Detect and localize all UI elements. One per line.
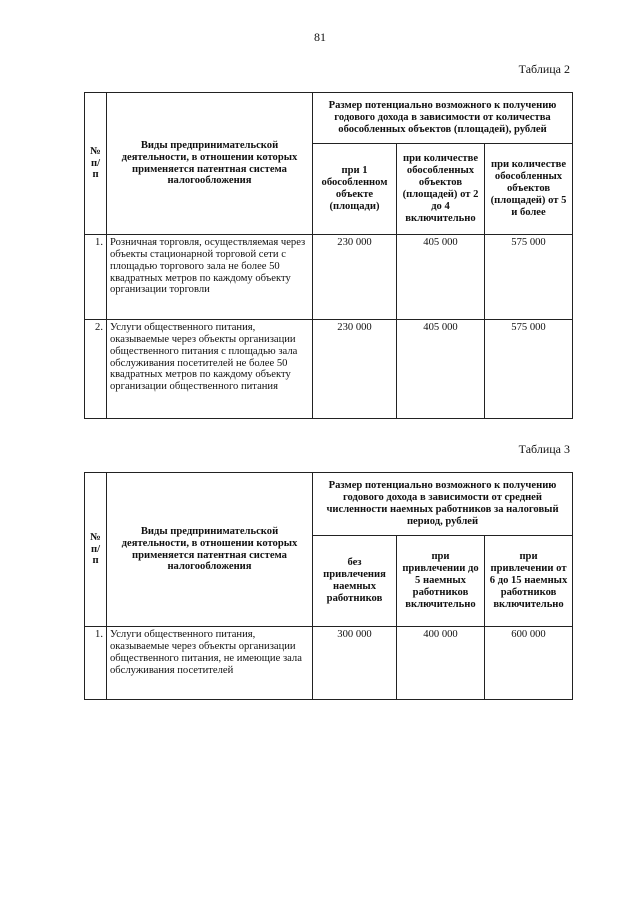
table3-col-group: Размер потенциально возможного к получению годового дохода в зависимости от средней численности наемных работников за налоговый период, рублей [313, 473, 573, 536]
row-value-1: 230 000 [313, 235, 397, 320]
row-value-1: 230 000 [313, 320, 397, 419]
row-value-3: 600 000 [485, 627, 573, 700]
table3-subcol-3: при привлечении от 6 до 15 наемных работников включительно [485, 536, 573, 627]
row-number: 1. [85, 235, 107, 320]
table3-subcol-2: при привлечении до 5 наемных работников включительно [397, 536, 485, 627]
row-kind: Услуги общественного питания, оказываемые через объекты организации общественного питания с площадью зала обслуживания посетителей не более 50 квадратных метров по каждому объекту организации общественного питания [107, 320, 313, 419]
table2-col-num: № п/п [85, 93, 107, 235]
row-kind: Розничная торговля, осуществляемая через объекты стационарной торговой сети с площадью торгового зала не более 50 квадратных метров по каждому объекту организации торговли [107, 235, 313, 320]
table3 [84, 472, 573, 700]
page-number: 81 [314, 30, 326, 44]
table2-header-row [85, 93, 573, 144]
table3-col-num: № п/п [85, 473, 107, 627]
table2-subcol-2: при количестве обособленных объектов (площадей) от 2 до 4 включительно [397, 144, 485, 235]
table3-caption: Таблица 3 [518, 442, 570, 456]
row-value-1: 300 000 [313, 627, 397, 700]
table2-subcol-3: при количестве обособленных объектов (площадей) от 5 и более [485, 144, 573, 235]
table3-subcol-1: без привлечения наемных работников [313, 536, 397, 627]
table2-caption: Таблица 2 [518, 62, 570, 76]
table-row [85, 235, 573, 320]
row-kind: Услуги общественного питания, оказываемые через объекты организации общественного питания, не имеющие зала обслуживания посетителей [107, 627, 313, 700]
row-value-3: 575 000 [485, 235, 573, 320]
table2-subcol-1: при 1 обособленном объекте (площади) [313, 144, 397, 235]
table2 [84, 92, 573, 419]
table2-col-kind: Виды предпринимательской деятельности, в отношении которых применяется патентная система налогообложения [107, 93, 313, 235]
row-value-2: 405 000 [397, 235, 485, 320]
row-value-2: 405 000 [397, 320, 485, 419]
table-row [85, 320, 573, 419]
table-row [85, 627, 573, 700]
row-value-3: 575 000 [485, 320, 573, 419]
row-number: 1. [85, 627, 107, 700]
row-value-2: 400 000 [397, 627, 485, 700]
table3-header-row [85, 473, 573, 536]
row-number: 2. [85, 320, 107, 419]
table3-col-kind: Виды предпринимательской деятельности, в отношении которых применяется патентная система налогообложения [107, 473, 313, 627]
table2-col-group: Размер потенциально возможного к получению годового дохода в зависимости от количества обособленных объектов (площадей), рублей [313, 93, 573, 144]
